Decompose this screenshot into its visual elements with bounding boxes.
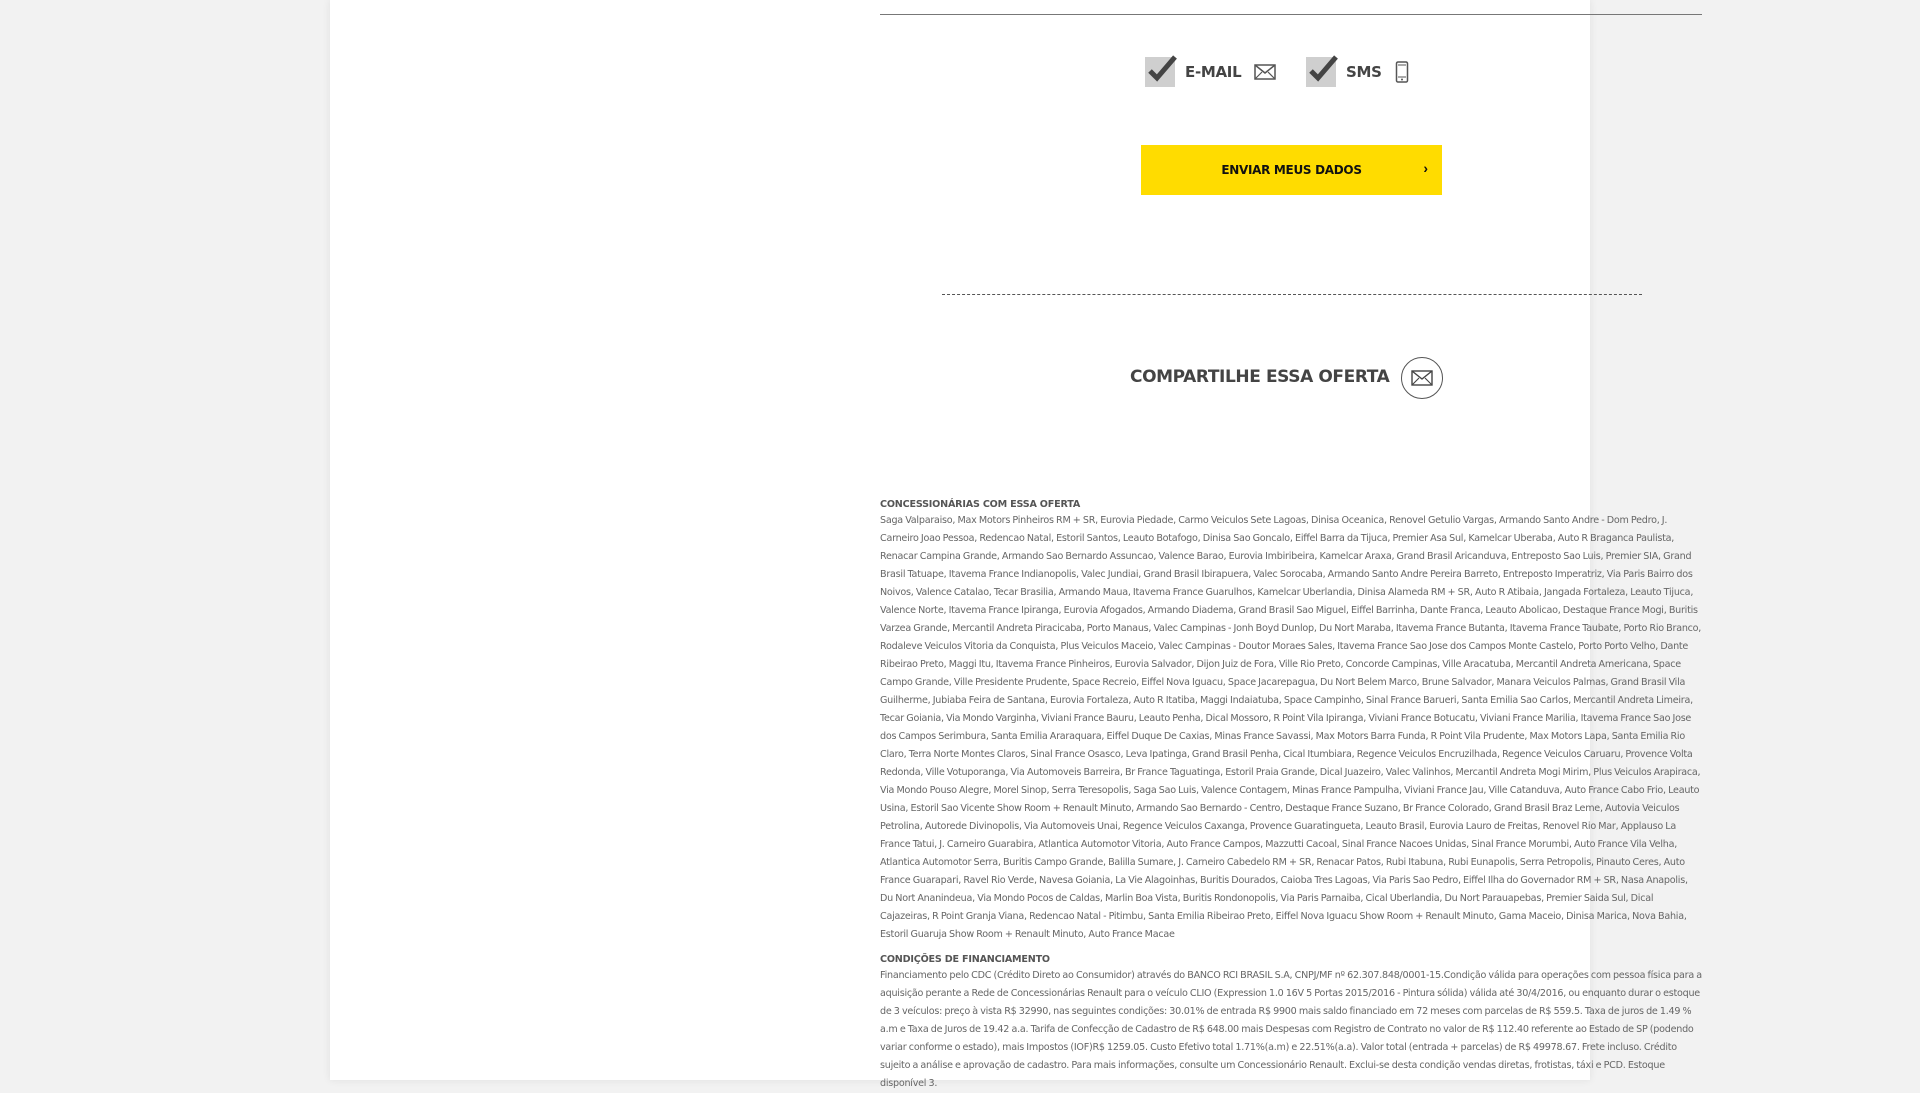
checkmark-icon: [1306, 51, 1340, 87]
dealers-list-text: Saga Valparaiso, Max Motors Pinheiros RM + SR, Eurovia Piedade, Carmo Veiculos Sete Lagoas, Dinisa Oceanica, Renovel Getulio Vargas, Armando Santo Andre - Dom Pedro, J. Carneiro Joao Pessoa, Redencao Natal, Estoril Santos, Leauto Botafogo, Dinisa Sao Goncalo, Eiffel Barra da Tijuca, Premier Asa Sul, Kamelcar Uberaba, Auto R Braganca Paulista, Renacar Campina Grande, Armando Sao Bernardo Assuncao, Valence Barao, Eurovia Imbiribeira, Kamelcar Araxa, Grand Brasil Aricanduva, Entreposto Sao Luis, Premier SIA, Grand Brasil Tatuape, Itavema France Indianopolis, Valec Jundiai, Grand Brasil Ibirapuera, Valec Sorocaba, Armando Santo Andre Pereira Barreto, Entreposto Imperatriz, Via Paris Bairro dos Noivos, Valence Catalao, Tecar Brasilia, Armando Maua, Itavema France Guarulhos, Kamelcar Uberlandia, Dinisa Alameda RM + SR, Auto R Atibaia, Jangada Fortaleza, Leauto Tijuca, Valence Norte, Itavema France Ipiranga, Eurovia Afogados, Armando Diadema, Grand Brasil Sao Miguel, Eiffel Barrinha, Dante Franca, Leauto Abolicao, Destaque France Mogi, Buritis Varzea Grande, Mercantil Andreta Piracicaba, Porto Manaus, Valec Campinas - Jonh Boyd Dunlop, Du Nort Maraba, Itavema France Butanta, Itavema France Taubate, Porto Rio Branco, Rodaleve Veiculos Vitoria da Conquista, Plus Veiculos Maceio, Valec Campinas - Doutor Moraes Sales, Itavema France Sao Jose dos Campos Monte Castelo, Porto Porto Velho, Dante Ribeirao Preto, Maggi Itu, Itavema France Pinheiros, Eurovia Salvador, Dijon Juiz de Fora, Ville Rio Preto, Concorde Campinas, Ville Aracatuba, Mercantil Andreta Americana, Space Campo Grande, Ville Presidente Prudente, Space Recreio, Eiffel Nova Iguacu, Space Jacarepagua, Du Nort Belem Marco, Brune Salvador, Manara Veiculos Palmas, Grand Brasil Vila Guilherme, Jubiaba Feira de Santana, Eurovia Fortaleza, Auto R Itatiba, Maggi Indaiatuba, Space Campinho, Sinal France Barueri, Santa Emilia Sao Carlos, Mercantil Andreta Limeira, Tecar Goiania, Via Mondo Varginha, Viviani France Bauru, Leauto Penha, Dical Mossoro, R Point Vila Ipiranga, Viviani France Botucatu, Viviani France Marilia, Itavema France Sao Jose dos Campos Serimbura, Santa Emilia Araraquara, Eiffel Duque De Caxias, Minas France Savassi, Max Motors Barra Funda, R Point Vila Prudente, Max Motors Lapa, Santa Emilia Rio Claro, Terra Norte Montes Claros, Sinal France Osasco, Leva Ipatinga, Grand Brasil Penha, Cical Itumbiara, Regence Veiculos Encruzilhada, Regence Veiculos Caruaru, Provence Volta Redonda, Ville Votuporanga, Via Automoveis Barreira, Br France Taguatinga, Estoril Praia Grande, Dical Juazeiro, Valec Valinhos, Mercantil Andreta Mogi Mirim, Plus Veiculos Arapiraca, Via Mondo Pouso Alegre, Morel Sinop, Serra Teresopolis, Saga Sao Luis, Valence Contagem, Minas France Pampulha, Viviani France Jau, Ville Catanduva, Auto France Cabo Frio, Leauto Usina, Estoril Sao Vicente Show Room + Renault Minuto, Armando Sao Bernardo - Centro, Destaque France Suzano, Br France Colorado, Grand Brasil Braz Leme, Autovia Veiculos Petrolina, Autorede Divinopolis, Via Automoveis Unai, Regence Veiculos Caxanga, Provence Guaratingueta, Leauto Brasil, Eurovia Lauro de Freitas, Renovel Rio Mar, Applauso La France Tatui, J. Carneiro Guarabira, Atlantica Automotor Vitoria, Auto France Campos, Mazzutti Cacoal, Sinal France Nacoes Unidas, Sinal France Morumbi, Auto France Vila Velha, Atlantica Automotor Serra, Buritis Campo Grande, Balilla Sumare, J. Carneiro Cabedelo RM + SR, Renacar Patos, Rubi Itabuna, Rubi Eunapolis, Serra Petropolis, Pinauto Ceres, Auto France Guarapari, Ravel Rio Verde, Navesa Goiania, La Vie Alagoinhas, Buritis Dourados, Caioba Tres Lagoas, Via Paris Sao Pedro, Eiffel Ilha do Governador RM + SR, Nasa Anapolis, Du Nort Ananindeua, Via Mondo Pocos de Caldas, Marlin Boa Vista, Buritis Rondonopolis, Via Paris Parnaiba, Cical Uberlandia, Du Nort Parauapebas, Premier Saida Sul, Dical Cajazeiras, R Point Granja Viana, Redencao Natal - Pitimbu, Santa Emilia Ribeirao Preto, Eiffel Nova Iguacu Show Room + Renault Minuto, Gama Maceio, Dinisa Marica, Nova Bahia, Estoril Guaruja Show Room + Renault Minuto, Auto France Macae: [880, 515, 1702, 940]
email-checkbox[interactable]: [1145, 57, 1175, 87]
financing-text: Financiamento pelo CDC (Crédito Direto ao Consumidor) através do BANCO RCI BRASIL S.A, CNPJ/MF nº 62.307.848/0001-15.Condição válida para operações com pessoa física para a aquisição perante a Rede de Concessionárias Renault para o veículo CLIO (Expression 1.0 16V 5 Portas 2015/2016 - Pintura sólida) válida até 30/4/2016, ou enquanto durar o estoque de 3 veículos: preço à vista R$ 32990, nas seguintes condições: 30.01% de entrada R$ 9900 mais saldo financiado em 72 meses com parcelas de R$ 559.5. Taxa de juros de 1.49 % a.m e Taxa de Juros de 19.42 a.a. Tarifa de Confecção de Cadastro de R$ 648.00 mais Despesas com Registro de Contrato no valor de R$ 112.40 referente ao Estado de SP (podendo variar conforme o estado), mais Impostos (IOF)R$ 1259.05. Custo Efetivo total 1.71%(a.m) e 22.51%(a.a). Valor total (entrada + parcelas) de R$ 49978.67. Frete incluso. Crédito sujeito a análise e aprovação de cadastro. Para mais informações, consulte um Concessionário Renault. Exclui-se desta condição vendas diretas, frotistas, táxi e PCD. Estoque disponível 3.: [880, 970, 1702, 1089]
checkmark-icon: [1145, 51, 1179, 87]
send-data-label: ENVIAR MEUS DADOS: [1221, 163, 1362, 177]
legal-text-section: [880, 499, 1703, 1093]
sms-label[interactable]: SMS: [1346, 63, 1382, 81]
page-container: [330, 0, 1702, 1089]
sms-checkbox[interactable]: [1306, 57, 1336, 87]
envelope-icon: [1254, 64, 1276, 80]
share-offer-title: COMPARTILHE ESSA OFERTA: [1130, 367, 1390, 387]
email-label[interactable]: E-MAIL: [1185, 63, 1242, 81]
section-divider: [942, 294, 1642, 295]
sms-option: [1306, 52, 1409, 92]
send-data-button[interactable]: [1141, 145, 1442, 195]
envelope-icon: [1411, 370, 1433, 386]
form-divider: [880, 14, 1702, 15]
dealers-heading: CONCESSIONÁRIAS COM ESSA OFERTA: [880, 499, 1081, 510]
share-email-button[interactable]: [1401, 357, 1443, 399]
financing-heading: CONDIÇÕES DE FINANCIAMENTO: [880, 954, 1050, 965]
mobile-phone-icon: [1395, 61, 1409, 83]
chevron-right-icon: ›: [1423, 160, 1428, 176]
email-option: [1145, 52, 1276, 92]
